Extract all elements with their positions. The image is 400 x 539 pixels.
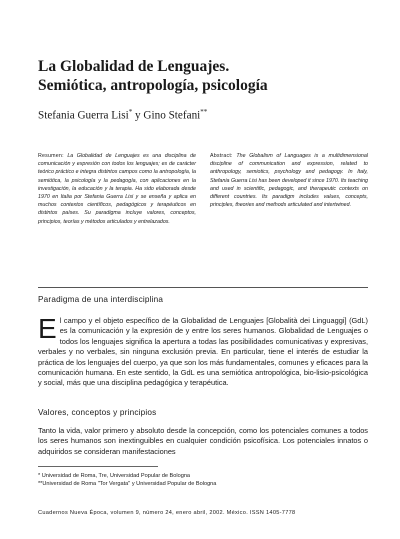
abstract-spanish-label: Resumen: <box>38 153 64 159</box>
drop-cap: E <box>38 313 57 344</box>
footnote-2: **Universidad de Roma "Tor Vergata" y Universidad Popular de Bologna <box>38 481 217 487</box>
abstract-english-text: The Globalism of Languages is a multidimensional discipline of communication and expression, related to anthropology, semiotics, psychology and pedagogy. In Italy, Stefania Guerra Lisi has been developed it since 1970. Its teaching and used in scientific, pedagogic, and therapeutic contexts on different countries. Its paradigm includes values, concepts, principles, theories and methods articulated and intertwined. <box>210 153 368 209</box>
abstract-spanish-text: La Globalidad de Lenguajes es una disciplina de comunicación y expresión con todos los lenguajes; es de carácter teórico práctico e integra distintos campos como la antropología, la semiótica, la psicología y la pedagogía, con aplicaciones en la investigación, la educación y la terapia. Ha sido elaborada desde 1970 en Italia por Stefania Guerra Lisi y se enseña y aplica en muchos contextos científicos, pedagógicos y terapéuticos en distintos países. Su paradigma incluye valores, conceptos, principios, teorías y métodos articulados y entrelazados. <box>38 153 196 225</box>
section-1-text: l campo y el objeto específico de la Globalidad de Lenguajes [Globalità dei Linguaggi] (GdL) es la comunicación y la expresión de y entre los seres humanos. Globalidad de Lenguajes o todos los lenguajes significa la apertura a todas las posibilidades comunicativas y expresivas, verbales y no verbales, sin ninguna exclusión previa. En particular, tiene el interés de estudiar la práctica de los lenguajes del cuerpo, ya que son los más fundamentales, comunes y eficaces para la comunicación humana. En este sentido, la GdL es una semiótica antropológica, bio-lisio-psicológica y social, más que una disciplina pedagógica y terapéutica. <box>38 316 368 388</box>
abstract-english <box>210 152 368 226</box>
title-line-2: Semiótica, antropología, psicología <box>38 77 268 94</box>
author-1: Stefania Guerra Lisi <box>38 109 129 122</box>
section-heading-paradigma: Paradigma de una interdisciplina <box>38 295 164 304</box>
abstract-spanish <box>38 152 196 226</box>
abstracts <box>38 152 368 226</box>
title-line-1: La Globalidad de Lenguajes. <box>38 58 230 75</box>
journal-footer: Cuadernos Nueva Época, volumen 9, número 24, enero abril, 2002. México. ISSN 1405-7778 <box>38 510 296 516</box>
abstract-english-label: Abstract: <box>210 153 233 159</box>
author-line <box>38 108 207 122</box>
footnote-rule <box>38 466 158 467</box>
footnotes <box>38 472 216 488</box>
author-2: Gino Stefani <box>143 109 201 122</box>
section-divider <box>38 287 368 288</box>
section-1-paragraph <box>38 313 368 389</box>
author-join: y <box>132 109 144 122</box>
section-2-paragraph: Tanto la vida, valor primero y absoluto desde la concepción, como los potenciales comunes a todos los seres humanos son inextinguibles en cualquier condición psicofísica. Los potenciales innatos o adquiridos se consideran manifestaciones <box>38 426 368 456</box>
section-heading-valores: Valores, conceptos y principios <box>38 408 157 417</box>
author-2-mark: ** <box>200 108 208 116</box>
article-title <box>38 57 368 95</box>
author-1-mark: * <box>128 108 133 116</box>
footnote-1: * Universidad de Roma, Tre, Universidad Popular de Bologna <box>38 473 191 479</box>
